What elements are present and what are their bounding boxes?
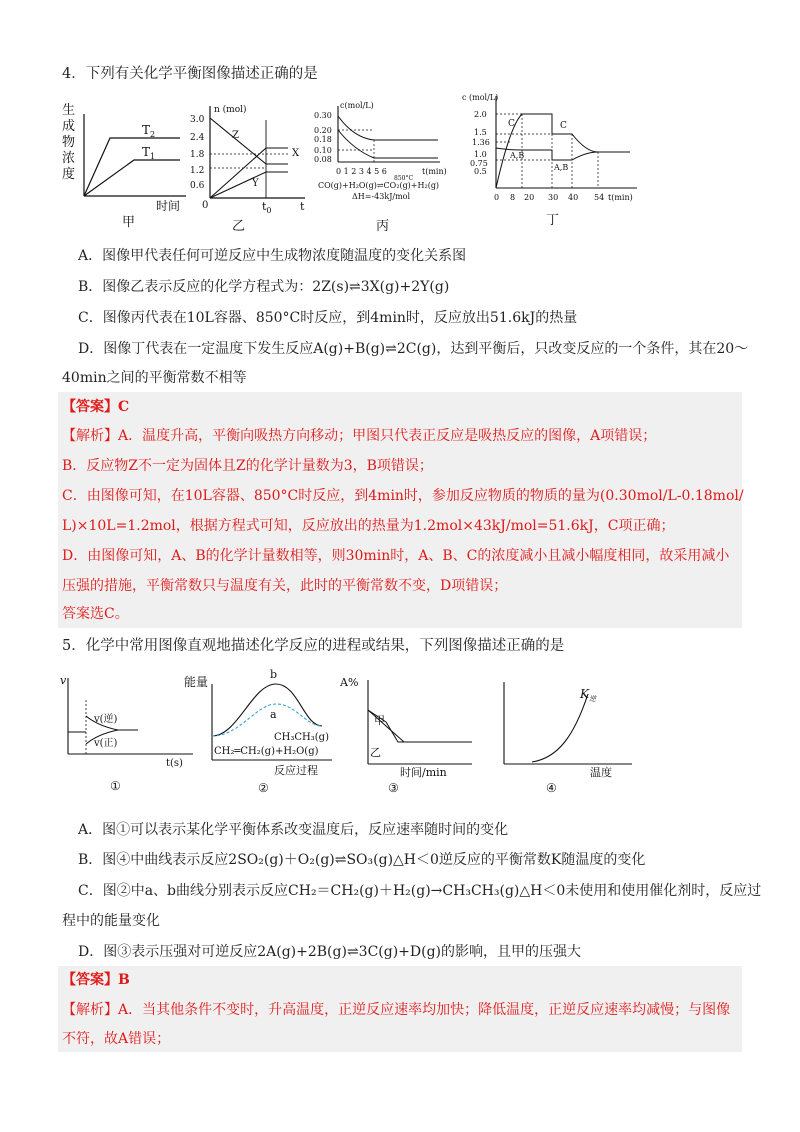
q4-analysis-c: C．由图像可知，在10L容器、850°C时反应，到4min时，参加反应物质的物质的量为(0.30mol/L-0.18mol/ bbox=[62, 488, 744, 504]
q5-option-d: D．图③表示压强对可逆反应2A(g)+2B(g)⇌3C(g)+D(g)的影响，且甲的压强大 bbox=[78, 944, 582, 960]
q4-option-d: D．图像丁代表在一定温度下发生反应A(g)+B(g)⇌2C(g)，达到平衡后，只改变反应的一个条件，其在20～ bbox=[78, 341, 749, 357]
ding-xtick-20: 20 bbox=[524, 193, 535, 202]
ding-xtick-54: 54 bbox=[594, 193, 605, 202]
ding-ylabel: c (mol/L) bbox=[462, 93, 499, 102]
q5-option-b: B．图④中曲线表示反应2SO₂(g)＋O₂(g)⇌SO₃(g)△H＜0逆反应的平衡常数K随温度的变化 bbox=[78, 852, 646, 868]
fig2-caption: ② bbox=[258, 781, 269, 795]
fig4-caption: ④ bbox=[546, 781, 557, 795]
yi-taxis: t bbox=[300, 200, 305, 213]
jia-ylabel-2: 物 bbox=[62, 135, 76, 150]
ding-caption: 丁 bbox=[546, 213, 560, 228]
q5-analysis-a: 【解析】A．当其他条件不变时，升高温度，正逆反应速率均加快；降低温度，正逆反应速率均减慢；与图像 bbox=[62, 1002, 731, 1018]
ding-ab2-label: A,B bbox=[554, 163, 569, 172]
q4-analysis-d-cont: 压强的措施，平衡常数只与温度有关，此时的平衡常数不变，D项错误； bbox=[62, 578, 508, 594]
fig1-xlabel: t(s) bbox=[166, 758, 183, 769]
ding-xunit: t(min) bbox=[608, 193, 633, 202]
yi-z-label: Z bbox=[232, 130, 239, 141]
bing-reaction: CO(g)+H₂O(g)⇌CO₂(g)+H₂(g) bbox=[318, 181, 440, 190]
ding-c1-label: C bbox=[508, 119, 515, 129]
fig1-ni-label: v(逆) bbox=[94, 714, 118, 725]
jia-curve-t1 bbox=[84, 160, 180, 196]
ding-xtick-8: 8 bbox=[510, 193, 516, 202]
q4-analysis-b: B．反应物Z不一定为固体且Z的化学计量数为3，B项错误； bbox=[62, 458, 433, 474]
fig2-curve-b bbox=[212, 684, 322, 736]
q4-answer-label: 【答案】C bbox=[62, 399, 130, 415]
yi-ytick-1.8: 1.8 bbox=[190, 150, 205, 160]
bing-ylabel: c(mol/L) bbox=[340, 101, 374, 110]
bing-caption: 丙 bbox=[376, 219, 390, 234]
q4-analysis-c-cont: L)×10L=1.2mol，根据方程式可知，反应放出的热量为1.2mol×43kJ/mol=51.6kJ，C项正确； bbox=[62, 518, 675, 534]
yi-t0-label: $t_0$ bbox=[262, 200, 272, 215]
bing-xticks: 0 1 2 3 4 5 6 bbox=[336, 167, 387, 176]
yi-ylabel: n (mol) bbox=[214, 105, 247, 115]
fig4-curve-k bbox=[532, 694, 588, 762]
question-4-title: 4．下列有关化学平衡图像描述正确的是 bbox=[62, 66, 318, 82]
question-5-title: 5．化学中常用图像直观地描述化学反应的进程或结果，下列图像描述正确的是 bbox=[62, 638, 565, 654]
yi-ytick-1.2: 1.2 bbox=[190, 166, 205, 176]
bing-ytick-0.18: 0.18 bbox=[314, 135, 332, 144]
q5-option-c: C．图②中a、b曲线分别表示反应CH₂＝CH₂(g)＋H₂(g)→CH₃CH₃(g)△H＜0未使用和使用催化剂时，反应过 bbox=[78, 883, 762, 899]
fig2-b-label: b bbox=[270, 668, 278, 681]
jia-ylabel-4: 度 bbox=[62, 167, 76, 182]
q4-answer-final: 答案选C。 bbox=[62, 606, 129, 622]
q5-answer-label: 【答案】B bbox=[62, 972, 130, 988]
q4-analysis-d: D．由图像可知，A、B的化学计量数相等，则30min时，A、B、C的浓度减小且减小幅度相同，故采用减小 bbox=[62, 548, 730, 564]
fig1-caption: ① bbox=[110, 779, 121, 793]
fig2-ylabel: 能量 bbox=[184, 675, 209, 689]
fig3-caption: ③ bbox=[388, 781, 399, 795]
yi-ytick-0.6: 0.6 bbox=[190, 181, 205, 191]
yi-curve-z bbox=[210, 118, 288, 164]
figure-ding bbox=[462, 90, 647, 235]
q4-option-c: C．图像丙代表在10L容器、850°C时反应，到4min时，反应放出51.6kJ的热量 bbox=[78, 310, 578, 326]
bing-ytick-0.08: 0.08 bbox=[314, 155, 332, 164]
bing-dh: ΔH=-43kJ/mol bbox=[352, 192, 411, 201]
ding-ytick-1.0: 1.0 bbox=[474, 150, 487, 159]
ding-xtick-40: 40 bbox=[568, 193, 579, 202]
yi-ytick-3.0: 3.0 bbox=[190, 115, 205, 125]
bing-cond: 850°C bbox=[394, 175, 414, 182]
fig3-ylabel: A% bbox=[340, 676, 359, 689]
jia-t1-label: $T_1$ bbox=[142, 145, 156, 161]
ding-ytick-0.5: 0.5 bbox=[474, 167, 487, 176]
figure-bing bbox=[310, 100, 470, 235]
jia-t2-label: $T_2$ bbox=[142, 123, 156, 139]
yi-y-label: Y bbox=[252, 178, 259, 189]
q5-option-c-cont: 程中的能量变化 bbox=[62, 913, 160, 929]
ding-c2-label: C bbox=[560, 121, 567, 131]
yi-caption: 乙 bbox=[232, 219, 246, 234]
ding-xtick-30: 30 bbox=[548, 193, 559, 202]
fig3-yi-label: 乙 bbox=[370, 746, 381, 759]
jia-caption: 甲 bbox=[122, 215, 136, 230]
jia-ylabel-0: 生 bbox=[62, 103, 76, 118]
q4-option-a: A．图像甲代表任何可逆反应中生成物浓度随温度的变化关系图 bbox=[78, 248, 467, 264]
figure-yi bbox=[190, 100, 315, 235]
ding-ytick-1.5: 1.5 bbox=[474, 128, 487, 137]
figure-4 bbox=[492, 670, 642, 800]
q4-option-b: B．图像乙表示反应的化学方程式为：2Z(s)⇌3X(g)+2Y(g) bbox=[78, 279, 450, 295]
q5-analysis-a-cont: 不符，故A错误； bbox=[62, 1031, 171, 1047]
jia-curve-t2 bbox=[84, 138, 180, 196]
fig4-xlabel: 温度 bbox=[590, 766, 612, 779]
yi-ytick-2.4: 2.4 bbox=[190, 133, 205, 143]
fig2-product: CH₃CH₃(g) bbox=[274, 732, 329, 743]
fig4-k-label: $K_逆$ bbox=[580, 687, 596, 703]
yi-curve-y bbox=[210, 172, 288, 198]
fig2-xlabel: 反应过程 bbox=[274, 764, 318, 777]
fig1-ylabel: v bbox=[60, 674, 67, 687]
bing-curve-co bbox=[338, 116, 438, 140]
fig1-zheng-label: v(正) bbox=[94, 738, 118, 749]
fig2-a-label: a bbox=[270, 708, 277, 721]
ding-ytick-2.0: 2.0 bbox=[474, 110, 487, 119]
bing-xunit: t(min) bbox=[422, 167, 447, 176]
bing-ytick-0.20: 0.20 bbox=[314, 126, 332, 135]
jia-ylabel-1: 成 bbox=[62, 119, 76, 134]
ding-xtick-0: 0 bbox=[494, 193, 500, 202]
figure-jia bbox=[58, 96, 193, 231]
jia-ylabel-3: 浓 bbox=[62, 151, 76, 166]
fig2-reactant: CH₂═CH₂(g)+H₂O(g) bbox=[214, 746, 319, 757]
figure-3 bbox=[340, 670, 480, 800]
ding-ytick-1.36: 1.36 bbox=[472, 138, 490, 147]
bing-curve-h2o bbox=[338, 130, 438, 158]
yi-x-label: X bbox=[292, 148, 300, 159]
bing-ytick-0.10: 0.10 bbox=[314, 146, 332, 155]
figure-2 bbox=[182, 660, 342, 800]
q5-option-a: A．图①可以表示某化学平衡体系改变温度后，反应速率随时间的变化 bbox=[78, 822, 509, 838]
yi-curve-x bbox=[210, 148, 288, 198]
ding-ytick-0.75: 0.75 bbox=[470, 159, 488, 168]
ding-ab1-label: A,B bbox=[510, 151, 525, 160]
fig3-xlabel: 时间/min bbox=[400, 766, 447, 779]
yi-origin: 0 bbox=[202, 200, 209, 211]
jia-xlabel: 时间 bbox=[156, 199, 181, 213]
fig3-jia-label: 甲 bbox=[374, 714, 385, 727]
q4-option-d-cont: 40min之间的平衡常数不相等 bbox=[62, 370, 247, 386]
q4-analysis-a: 【解析】A．温度升高，平衡向吸热方向移动；甲图只代表正反应是吸热反应的图像，A项错误； bbox=[62, 428, 657, 444]
bing-ytick-0.30: 0.30 bbox=[314, 111, 332, 120]
